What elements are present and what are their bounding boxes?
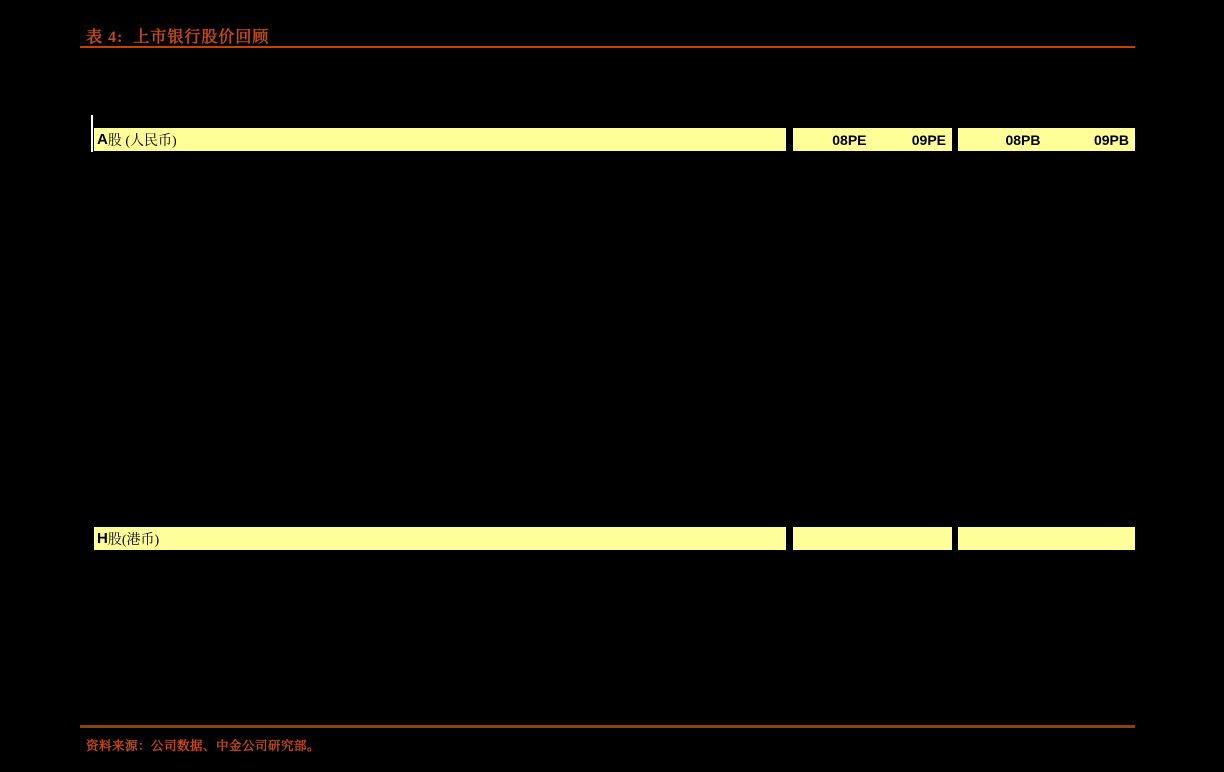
section-h-label-prefix: H <box>97 530 108 547</box>
section-h-header-row <box>0 526 1224 551</box>
column-header-08pb: 08PB <box>1005 131 1041 148</box>
section-a-label-rest: 股 (人民币) <box>107 133 177 149</box>
footer-rule <box>80 725 1135 728</box>
section-h-pe-empty-cell <box>792 526 953 551</box>
section-a-label-prefix: A <box>97 131 108 148</box>
section-h-label-cell <box>93 526 787 551</box>
table-caption: 表 4: 上市银行股价回顾 <box>86 29 270 46</box>
column-header-09pe: 09PE <box>911 131 946 148</box>
section-h-label-rest: 股(港币) <box>107 532 160 548</box>
column-header-08pe: 08PE <box>832 131 867 148</box>
section-a-label-cell <box>93 127 787 152</box>
section-a-pe-header-cell <box>792 127 953 152</box>
caption-underline-rule <box>80 46 1135 48</box>
source-note: 资料来源：公司数据、中金公司研究部。 <box>86 739 321 753</box>
column-header-09pb: 09PB <box>1093 131 1129 148</box>
section-h-pb-empty-cell <box>957 526 1136 551</box>
section-a-header-row <box>0 127 1224 152</box>
section-a-pb-header-cell <box>957 127 1136 152</box>
